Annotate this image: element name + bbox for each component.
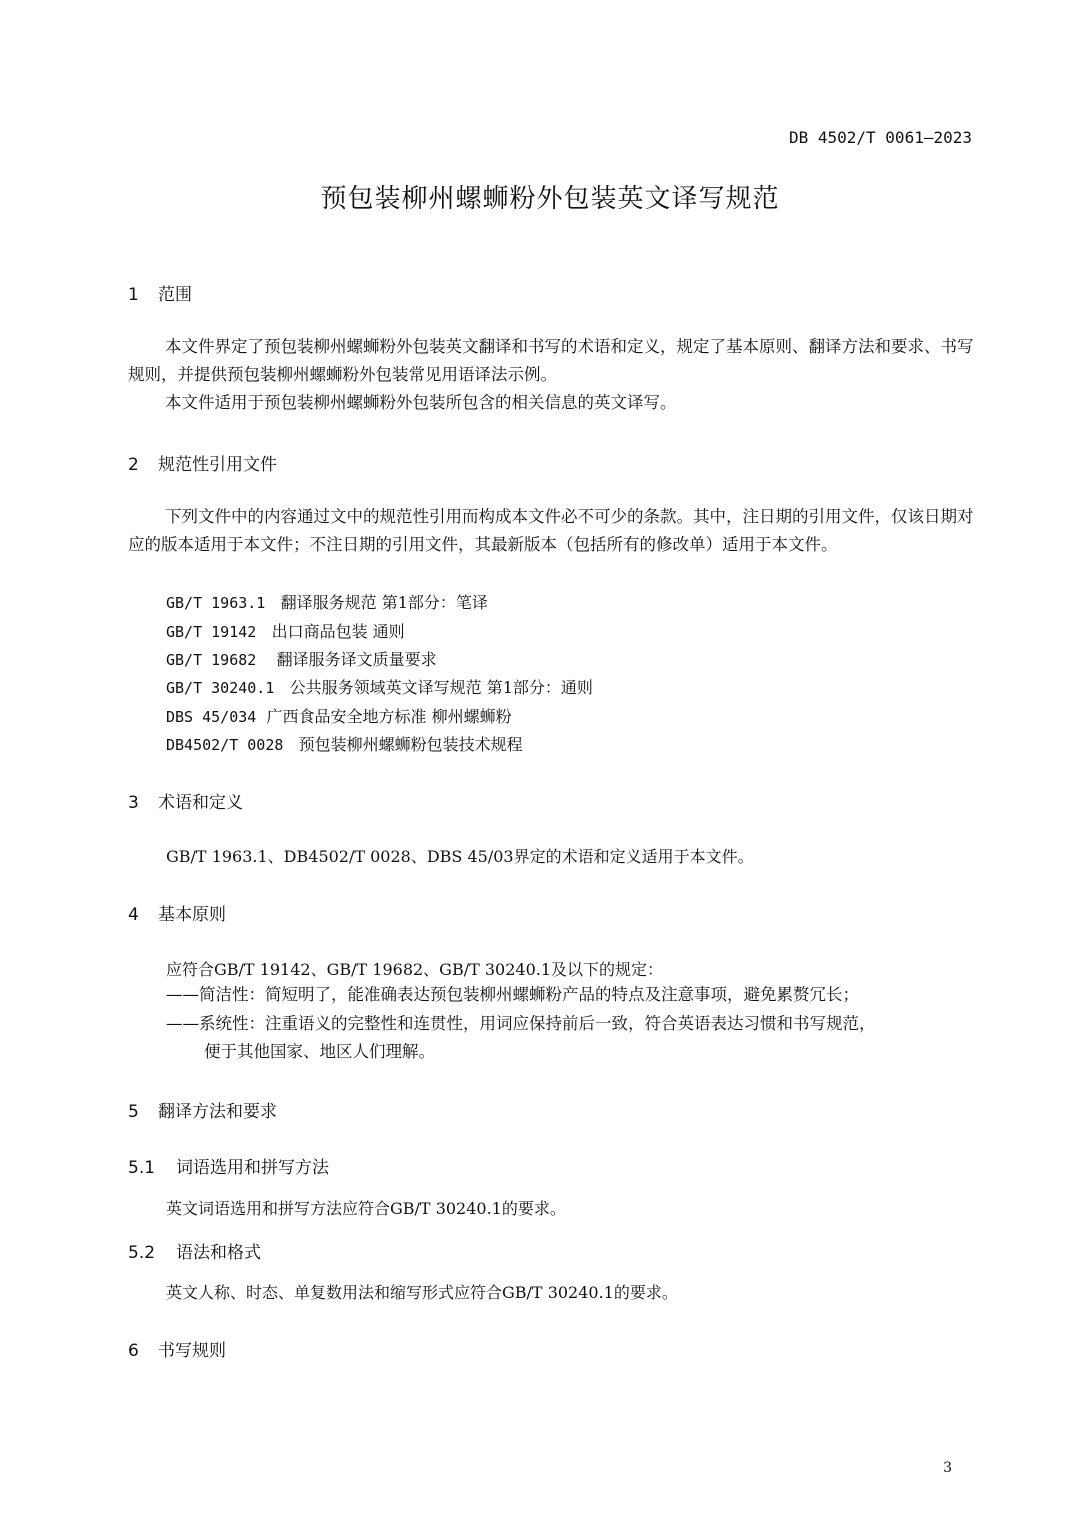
section-4-heading <box>128 900 226 925</box>
section-number: 6 <box>128 1341 139 1361</box>
section-4-paragraph-1: 应符合GB/T 19142、GB/T 19682、GB/T 30240.1及以下的规定： <box>166 960 664 979</box>
reference-item: DBS 45/034 广西食品安全地方标准 柳州螺蛳粉 <box>166 707 512 726</box>
section-number: 2 <box>128 455 139 475</box>
section-6-heading <box>128 1336 226 1361</box>
section-5-2-paragraph: 英文人称、时态、单复数用法和缩写形式应符合GB/T 30240.1的要求。 <box>166 1283 678 1302</box>
page-number: 3 <box>943 1460 952 1476</box>
document-title: 预包装柳州螺蛳粉外包装英文译写规范 <box>320 184 780 214</box>
section-title: 词语选用和拼写方法 <box>176 1158 329 1178</box>
section-title: 基本原则 <box>158 905 226 925</box>
section-number: 5.2 <box>128 1243 156 1263</box>
section-3-paragraph-1: GB/T 1963.1、DB4502/T 0028、DBS 45/03界定的术语和定义适用于本文件。 <box>166 847 754 866</box>
reference-item: GB/T 19142 出口商品包装 通则 <box>166 622 405 641</box>
principle-item: ——简洁性：简短明了，能准确表达预包装柳州螺蛳粉产品的特点及注意事项，避免累赘冗长； <box>166 985 859 1004</box>
section-title: 规范性引用文件 <box>158 455 277 475</box>
section-title: 翻译方法和要求 <box>158 1102 277 1122</box>
section-number: 5 <box>128 1102 139 1122</box>
section-title: 范围 <box>158 285 192 305</box>
section-title: 书写规则 <box>158 1341 226 1361</box>
section-number: 4 <box>128 905 139 925</box>
section-1-paragraph-2: 本文件适用于预包装柳州螺蛳粉外包装所包含的相关信息的英文译写。 <box>165 393 677 412</box>
reference-item: DB4502/T 0028 预包装柳州螺蛳粉包装技术规程 <box>166 735 523 754</box>
section-5-1-heading <box>128 1153 329 1178</box>
section-title: 语法和格式 <box>176 1243 261 1263</box>
reference-item: GB/T 1963.1 翻译服务规范 第1部分：笔译 <box>166 593 488 612</box>
section-3-heading <box>128 788 243 813</box>
section-title: 术语和定义 <box>158 793 243 813</box>
section-5-heading <box>128 1097 277 1122</box>
section-5-1-paragraph: 英文词语选用和拼写方法应符合GB/T 30240.1的要求。 <box>166 1199 566 1218</box>
section-1-heading <box>128 280 192 305</box>
section-5-2-heading <box>128 1238 261 1263</box>
section-2-paragraph-1: 下列文件中的内容通过文中的规范性引用而构成本文件必不可少的条款。其中，注日期的引用文件，仅该日期对应的版本适用于本文件；不注日期的引用文件，其最新版本（包括所有的修改单）适用于本文件。 <box>128 507 974 554</box>
document-code: DB 4502/T 0061—2023 <box>788 128 972 147</box>
reference-item: GB/T 19682 翻译服务译文质量要求 <box>166 650 437 669</box>
section-2-heading <box>128 450 277 475</box>
principle-item: ——系统性：注重语义的完整性和连贯性，用词应保持前后一致，符合英语表达习惯和书写规范， 便于其他国家、地区人们理解。 <box>166 1014 876 1061</box>
section-number: 1 <box>128 285 139 305</box>
reference-item: GB/T 30240.1 公共服务领域英文译写规范 第1部分：通则 <box>166 678 593 697</box>
section-1-paragraph-1: 本文件界定了预包装柳州螺蛳粉外包装英文翻译和书写的术语和定义，规定了基本原则、翻译方法和要求、书写规则，并提供预包装柳州螺蛳粉外包装常见用语译法示例。 <box>128 337 974 384</box>
section-number: 5.1 <box>128 1158 156 1178</box>
section-number: 3 <box>128 793 139 813</box>
